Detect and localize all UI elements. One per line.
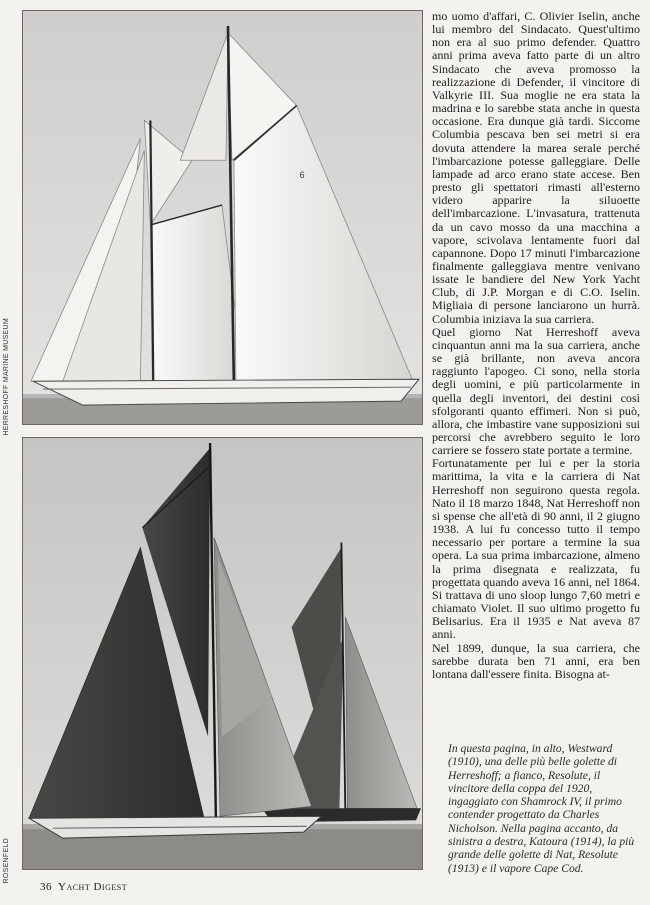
article-paragraph: mo uomo d'affari, C. Olivier Iselin, anche lui membro del Sindacato. Quest'ultimo non era al suo primo defender. Quattro anni prima aveva fatto parte di un altro Sindacato che aveva promosso la realizzazione di Defender, il vincitore di Valkyrie III. Sua moglie ne era stata la madrina e lo sarebbe stata anche in questa occasione. Era dunque già tardi. Siccome Columbia pescava ben sei metri si era dovuta attendere la marea serale perché l'imbarcazione potesse galleggiare. Delle lampade ad arco erano state accese. Ben presto gli spettatori rimasti all'esterno videro apparire la siluoette dell'imbarcazione. L'invasatura, trattenuta da un cavo mosso da una macchina a vapore, scivolava lentamente fuori dal capannone. Dopo 17 minuti l'imbarcazione finalmente galleggiava mentre venivano issate le bandiere del New York Yacht Club, di J.P. Morgan e di C.O. Iselin. Migliaia di persone lanciarono un hurrà. Columbia iniziava la sua carriera. <box>432 9 640 326</box>
photo-schooner-westward <box>22 10 423 425</box>
photo-resolute <box>22 437 423 870</box>
svg-text:6: 6 <box>299 170 305 181</box>
cutter-illustration <box>23 438 422 869</box>
article-column <box>432 10 640 681</box>
page-number: 36 <box>40 881 52 893</box>
article-paragraph: Fortunatamente per lui e per la storia marittima, la vita e la carriera di Nat Herreshoff non seguirono questa regola. Nato il 18 marzo 1848, Nat Herreshoff non si spense che all'età di 90 anni, il 2 giugno 1938. A lui fu concesso tutto il tempo necessario per portare a termine la sua opera. La sua prima imbarcazione, almeno la prima disegnata e realizzata, fu progettata quando aveva 16 anni, nel 1864. Si trattava di uno sloop lungo 7,60 metri e chiamato Violet. Il suo ultimo progetto fu Belisarius. Era il 1935 e Nat aveva 87 anni. <box>432 456 640 642</box>
article-paragraph: Nel 1899, dunque, la sua carriera, che sarebbe durata ben 71 anni, era ben lontana dall'essere finita. Bisogna at- <box>432 640 640 681</box>
magazine-name: Yacht Digest <box>58 881 128 893</box>
photo-credit-bottom: ROSENFELD <box>3 838 10 884</box>
page-footer <box>40 881 127 893</box>
photo-credit-top: HERRESHOFF MARINE MUSEUM <box>3 318 10 436</box>
article-paragraph: Quel giorno Nat Herreshoff aveva cinquantun anni ma la sua carriera, anche se già brillante, non aveva ancora raggiunto l'apogeo. Ci sono, nella storia degli uomini, e più particolarmente in quella degli inventori, dei destini così sfolgoranti quanto effimeri. Non si può, allora, che imbastire vane supposizioni sui percorsi che avrebbero seguito le loro carriere se fossero state portate a termine. <box>432 324 640 458</box>
schooner-illustration <box>23 11 422 424</box>
photo-caption: In questa pagina, in alto, Westward (1910), una delle più belle golette di Herreshoff; a fianco, Resolute, il vincitore della coppa del 1920, ingaggiato con Shamrock IV, il primo contender progettato da Charles Nicholson. Nella pagina accanto, da sinistra a destra, Katoura (1914), la più grande delle golette di Nat, Resolute (1913) e il vapore Cape Cod. <box>448 742 635 875</box>
